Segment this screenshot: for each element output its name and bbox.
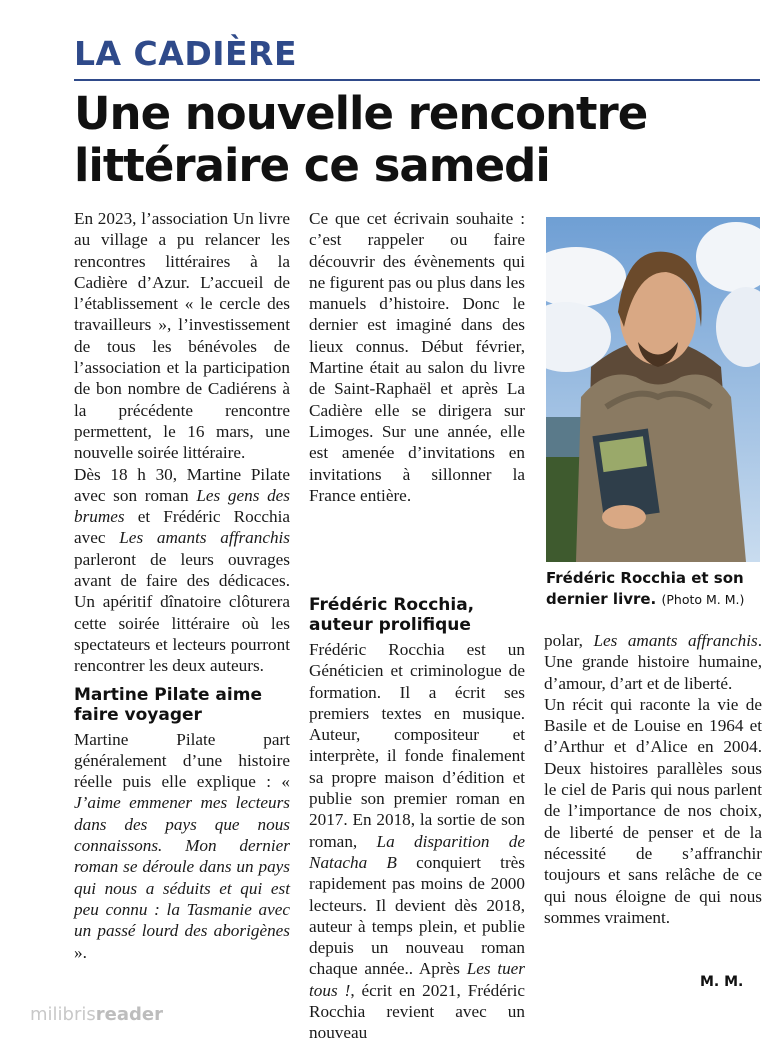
- subheading-martine-pilate: Martine Pilate aime faire voyager: [74, 684, 262, 725]
- author-signature: M. M.: [700, 974, 744, 990]
- article-column-2: [309, 208, 525, 506]
- paragraph-event: Dès 18 h 30, Martine Pilate avec son roman Les gens des brumes et Frédéric Rocchia avec Les amants affranchis parleront de leurs ouvrages avant de faire des dédicaces. Un apéritif dînatoire clôturera cette soirée littéraire où les spectateurs et lecteurs pourront rencontrer les deux auteurs.: [74, 464, 291, 676]
- section-kicker: LA CADIÈRE: [74, 34, 297, 73]
- subheading-frederic-rocchia: Frédéric Rocchia, auteur prolifique: [309, 595, 475, 635]
- article-column-1: [74, 208, 290, 963]
- section-rule: [74, 79, 760, 81]
- article-column-2-lower: [309, 587, 525, 1044]
- author-photo-illustration: [546, 217, 760, 562]
- paragraph-polar: polar, Les amants affranchis. Une grande histoire humaine, d’amour, d’art et de liberté.: [544, 631, 762, 693]
- paragraph-writer-wish: Ce que cet écrivain souhaite : c’est rappeler ou faire découvrir des évènements qui ne figurent pas ou plus dans les manuels d’histoire. Donc le dernier est imaginé dans des lieux connus. Début février, Martine était au salon du livre de Saint-Raphaël et après La Cadière elle se dirigera sur Limoges. Sur une année, elle est amenée d’invitations en invitations à sillonner la France entière.: [309, 209, 525, 505]
- paragraph-intro: En 2023, l’association Un livre au village a pu relancer les rencontres littéraires à la Cadière d’Azur. L’accueil de l’établissement « le cercle des travailleurs », l’investissement de tous les bénévoles de l’association et la participation de bon nombre de Cadiérens à la précédente rencontre permettent, le 16 mars, une nouvelle soirée littéraire.: [74, 209, 290, 463]
- author-photo: [546, 217, 760, 562]
- headline: Une nouvelle rencontre littéraire ce samedi: [74, 87, 648, 192]
- article-column-3: [544, 630, 762, 928]
- photo-caption: Frédéric Rocchia et son dernier livre. (Photo M. M.): [546, 569, 745, 608]
- paragraph-story: Un récit qui raconte la vie de Basile et de Louise en 1964 et d’Arthur et d’Alice en 2004. Deux histoires parallèles sous le ciel de Paris qui nous parlent de l’importance de nos choix, de liberté de penser et de la nécessité de s’affranchir toujours et sans relâche de ce qui nous éloigne de qui nous sommes vraiment.: [544, 694, 762, 927]
- paragraph-frederic: Frédéric Rocchia est un Généticien et criminologue de formation. Il a écrit ses premiers textes en musique. Auteur, compositeur et interprète, il fonde finalement sa propre maison d’édition et publie son premier roman en 2017. En 2018, la sortie de son roman, La disparition de Natacha B conquiert très rapidement pas moins de 2000 lecteurs. Il devient dès 2018, auteur à temps plein, et publie depuis un nouveau roman chaque année.. Après Les tuer tous !, écrit en 2021, Frédéric Rocchia revient avec un nouveau: [309, 640, 526, 1043]
- photo-credit: (Photo M. M.): [661, 592, 745, 607]
- paragraph-martine: Martine Pilate part généralement d’une histoire réelle puis elle explique : « J’aime emmener mes lecteurs dans des pays que nous connaissons. Mon dernier roman se déroule dans un pays qui nous a séduits et qui est peu connu : la Tasmanie avec un passé lourd des aborigènes ».: [74, 729, 290, 962]
- reader-watermark: milibrisreader: [30, 1004, 163, 1025]
